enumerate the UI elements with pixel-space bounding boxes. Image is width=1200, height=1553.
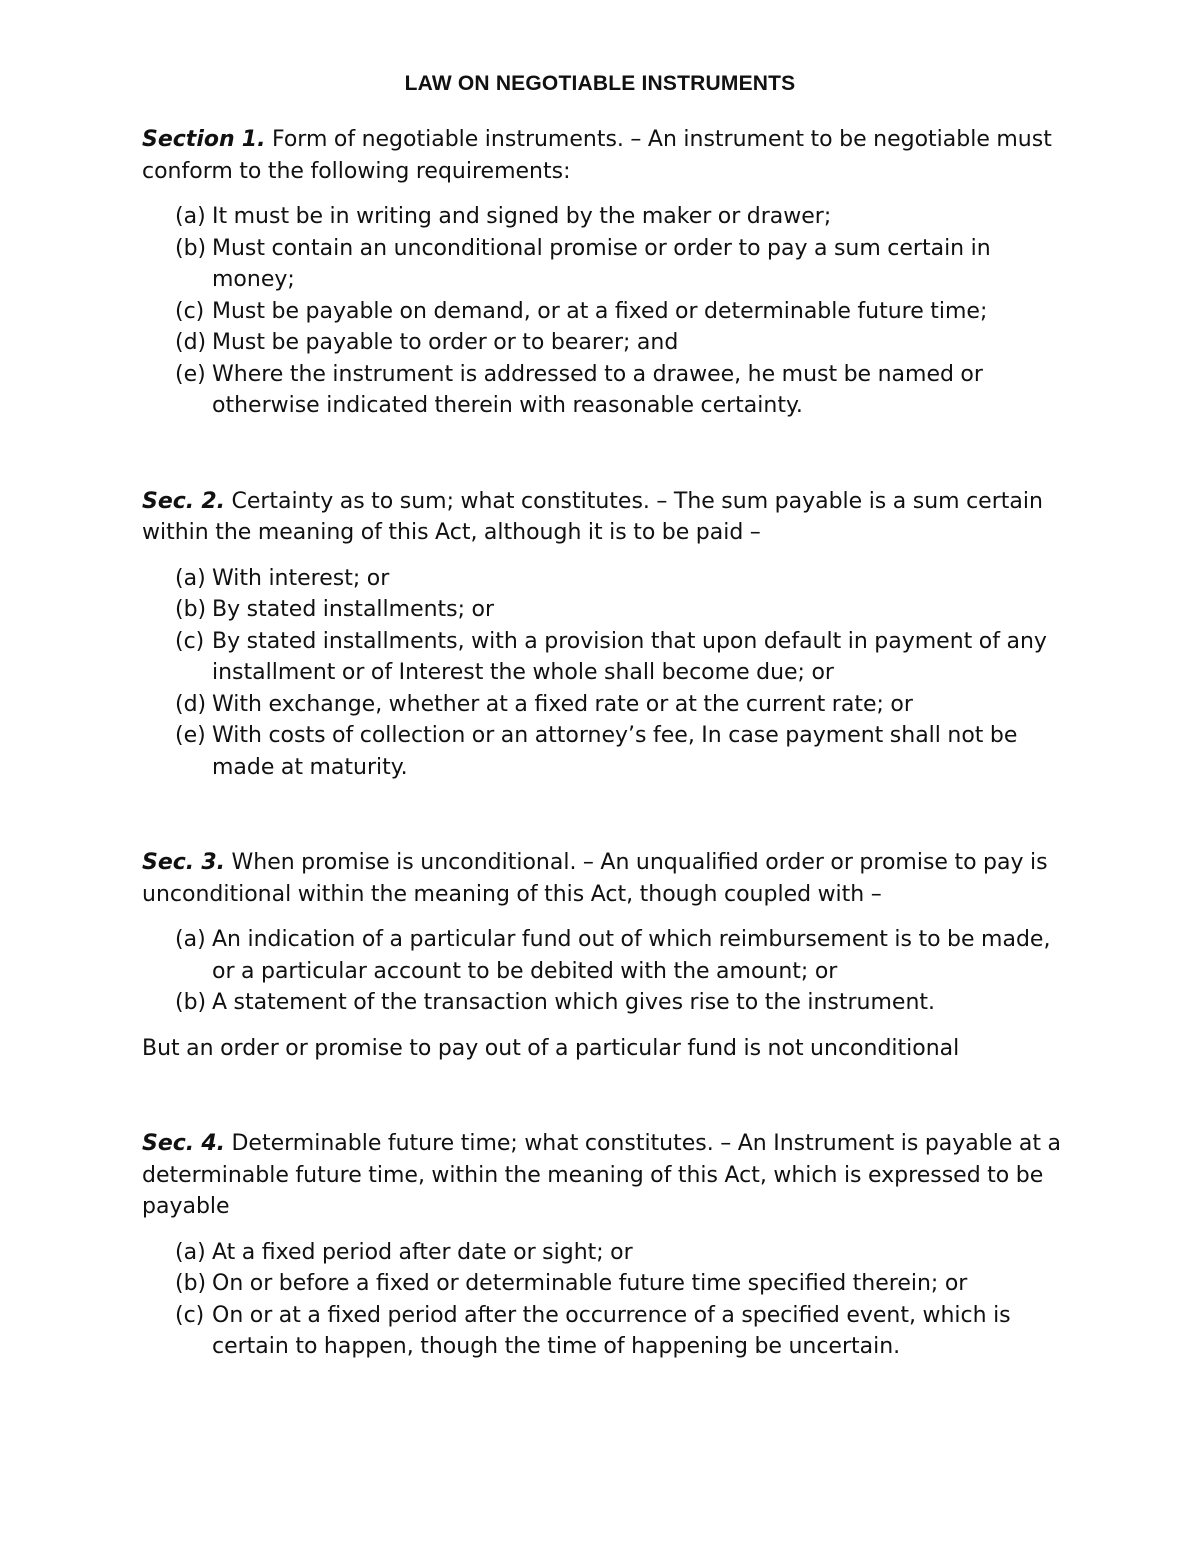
list-item <box>142 987 1062 1019</box>
list-item <box>142 201 1062 233</box>
list-marker: (c) <box>175 298 205 324</box>
section-intro <box>142 847 1062 910</box>
section-label: Sec. 4. <box>142 1131 225 1156</box>
list-marker: (b) <box>175 1271 207 1296</box>
list-item-text: Where the instrument is addressed to a drawee, he must be named or otherwise indicated therein with reasonable certainty. <box>212 361 983 418</box>
list-item <box>142 594 1062 626</box>
list-item <box>142 1237 1062 1269</box>
list-item <box>142 720 1062 783</box>
section-label: Sec. 3. <box>142 850 225 875</box>
list-item <box>142 1300 1062 1363</box>
condition-list <box>142 1237 1062 1363</box>
list-item-text: At a fixed period after date or sight; or <box>212 1239 633 1265</box>
section-intro-text: Form of negotiable instruments. – An instrument to be negotiable must conform to the following requirements: <box>142 127 1052 184</box>
list-item-text: It must be in writing and signed by the maker or drawer; <box>212 204 832 229</box>
section-1 <box>142 124 1062 422</box>
list-marker: (d) <box>175 691 207 717</box>
list-item <box>142 1268 1062 1300</box>
section-spacer <box>142 422 1062 486</box>
list-item <box>142 924 1062 987</box>
list-item-text: On or before a fixed or determinable future time specified therein; or <box>212 1271 968 1296</box>
list-marker: (a) <box>175 204 206 229</box>
list-item-text: Must be payable to order or to bearer; and <box>212 330 679 355</box>
list-marker: (c) <box>175 628 205 654</box>
list-item <box>142 296 1062 328</box>
list-item-text: An indication of a particular fund out of which reimbursement is to be made, or a particular account to be debited with the amount; or <box>212 927 1051 984</box>
list-item-text: A statement of the transaction which gives rise to the instrument. <box>212 990 936 1015</box>
list-marker: (a) <box>175 1239 206 1265</box>
section-closing-text: But an order or promise to pay out of a particular fund is not unconditional <box>142 1035 960 1061</box>
list-marker: (e) <box>175 723 206 748</box>
section-intro-text: Certainty as to sum; what constitutes. – The sum payable is a sum certain within the meaning of this Act, although it is to be paid – <box>142 488 1043 545</box>
condition-list <box>142 924 1062 1019</box>
document-title: LAW ON NEGOTIABLE INSTRUMENTS <box>404 72 796 95</box>
list-marker: (e) <box>175 361 206 387</box>
list-marker: (c) <box>175 1302 205 1328</box>
list-item-text: With exchange, whether at a fixed rate or at the current rate; or <box>212 691 913 717</box>
section-intro-text: When promise is unconditional. – An unqualified order or promise to pay is unconditional within the meaning of this Act, though coupled with – <box>142 850 1048 907</box>
section-4 <box>142 1128 1062 1363</box>
list-item-text: With interest; or <box>212 565 390 591</box>
list-item-text: By stated installments, with a provision that upon default in payment of any installment or of Interest the whole shall become due; or <box>212 628 1047 685</box>
list-item-text: Must contain an unconditional promise or order to pay a sum certain in money; <box>212 235 991 292</box>
list-item <box>142 689 1062 721</box>
section-intro-text: Determinable future time; what constitutes. – An Instrument is payable at a determinable future time, within the meaning of this Act, which is expressed to be payable <box>142 1131 1061 1219</box>
condition-list <box>142 563 1062 784</box>
section-label: Sec. 2. <box>142 488 225 514</box>
list-item <box>142 359 1062 422</box>
section-3 <box>142 847 1062 1064</box>
list-item-text: With costs of collection or an attorney’s fee, In case payment shall not be made at maturity. <box>212 723 1018 780</box>
section-label: Section 1. <box>142 127 266 152</box>
requirement-list <box>142 201 1062 422</box>
list-item <box>142 563 1062 595</box>
list-item-text: By stated installments; or <box>212 597 495 622</box>
list-item-text: On or at a fixed period after the occurrence of a specified event, which is certain to happen, though the time of happening be uncertain. <box>212 1302 1011 1359</box>
list-item <box>142 233 1062 296</box>
document-page <box>142 72 1062 1363</box>
section-2 <box>142 486 1062 784</box>
section-intro <box>142 1128 1062 1223</box>
list-marker: (d) <box>175 330 207 355</box>
list-marker: (b) <box>175 235 207 261</box>
list-marker: (a) <box>175 927 206 952</box>
list-item-text: Must be payable on demand, or at a fixed or determinable future time; <box>212 298 988 324</box>
list-item <box>142 626 1062 689</box>
list-item <box>142 327 1062 359</box>
section-spacer <box>142 1064 1062 1128</box>
section-intro <box>142 486 1062 549</box>
list-marker: (a) <box>175 565 206 591</box>
list-marker: (b) <box>175 990 207 1015</box>
section-spacer <box>142 783 1062 847</box>
list-marker: (b) <box>175 597 207 622</box>
section-intro <box>142 124 1062 187</box>
